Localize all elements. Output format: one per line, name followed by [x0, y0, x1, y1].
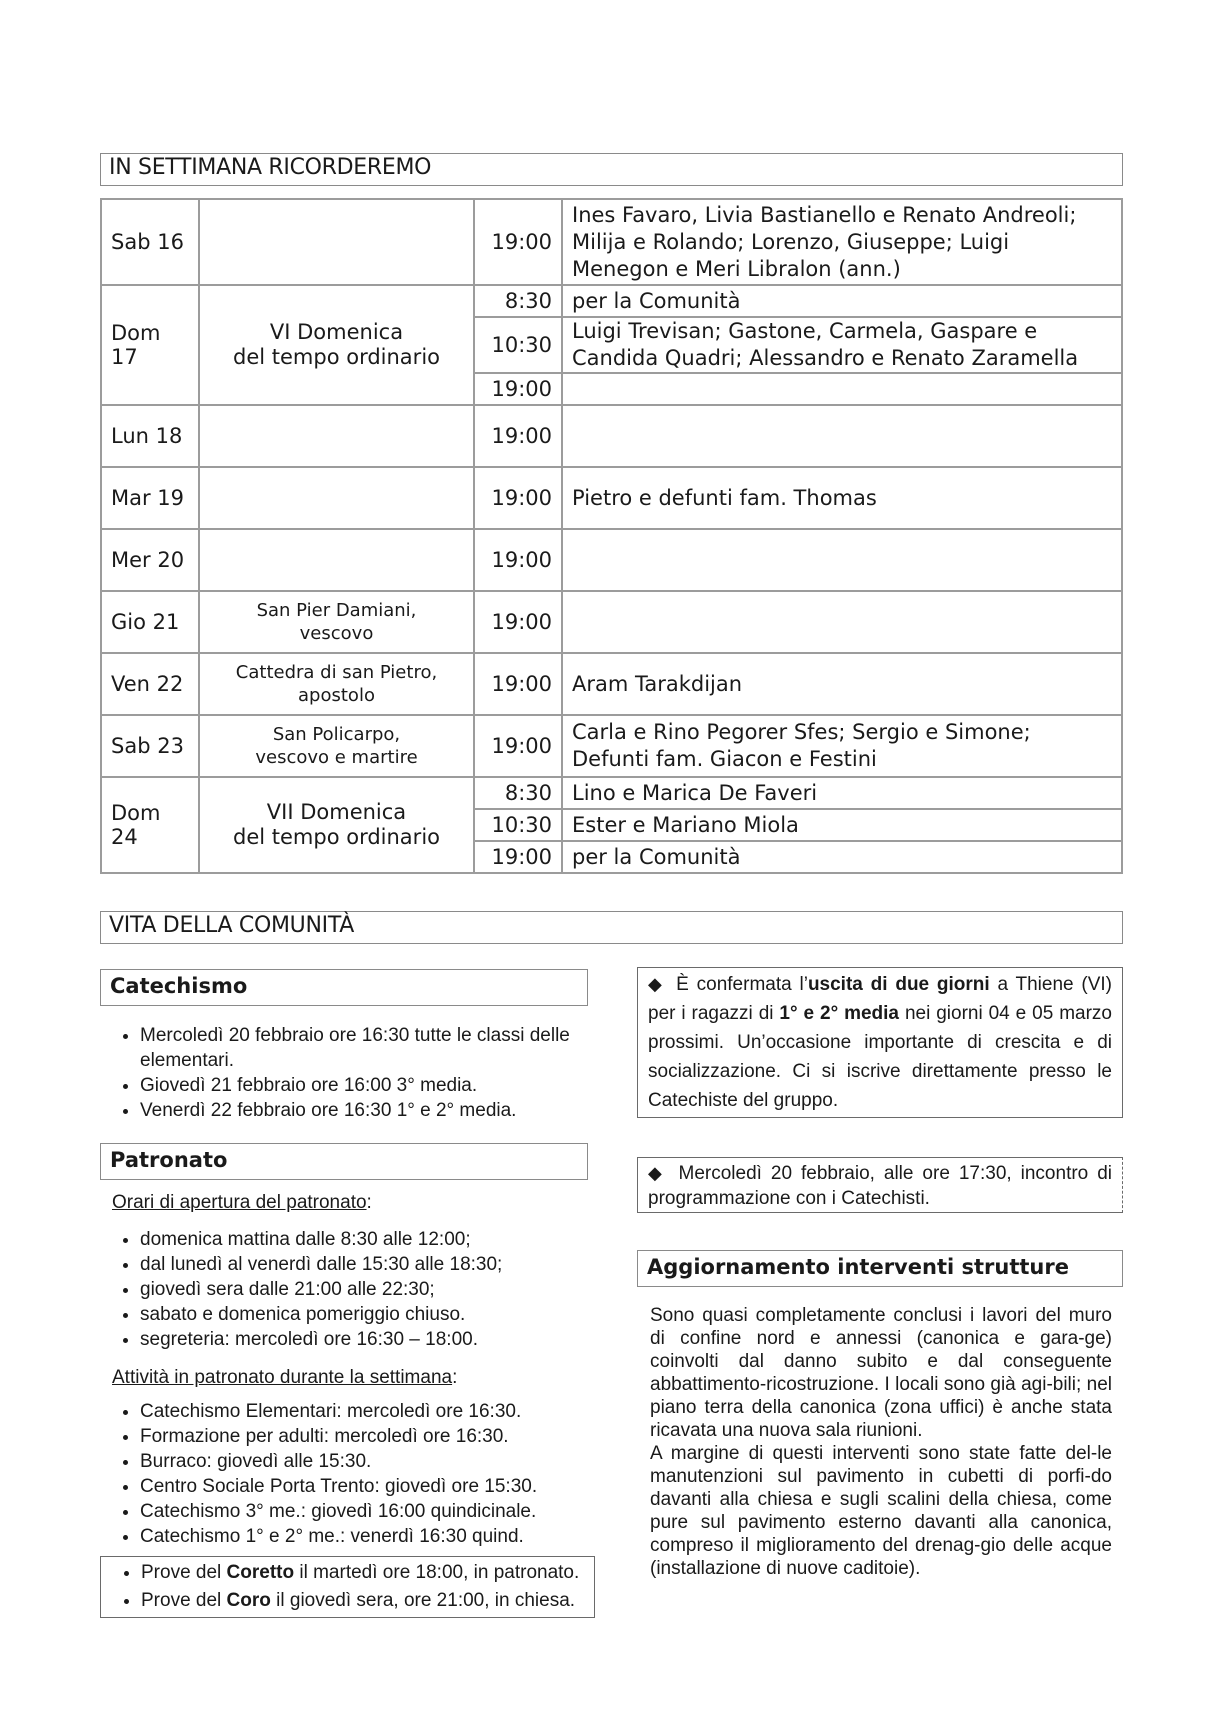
- mass-time-cell: 19:00: [474, 529, 562, 591]
- mass-time-cell: 19:00: [474, 405, 562, 467]
- intentions-cell: Lino e Marica De Faveri: [562, 777, 1122, 809]
- intentions-cell: Pietro e defunti fam. Thomas: [562, 467, 1122, 529]
- day-cell: Dom 24: [101, 777, 199, 873]
- aggiornamento-title: Aggiornamento interventi strutture: [637, 1250, 1123, 1287]
- orari-item: • sabato e domenica pomeriggio chiuso.: [140, 1302, 630, 1327]
- prove-item: [141, 1559, 594, 1587]
- attivita-label-text: Attività in patronato durante la settimana: [112, 1367, 453, 1388]
- mass-time-cell: 19:00: [474, 841, 562, 873]
- orari-item: • giovedì sera dalle 21:00 alle 22:30;: [140, 1277, 630, 1302]
- mass-time-cell: 19:00: [474, 199, 562, 285]
- catechismo-item: • Giovedì 21 febbraio ore 16:00 3° media.: [140, 1073, 618, 1098]
- attivita-label-suffix: :: [452, 1367, 458, 1388]
- uscita-text-1: È confermata l’: [668, 974, 808, 995]
- prove-list: [101, 1559, 594, 1615]
- orari-item: • segreteria: mercoledì ore 16:30 – 18:00.: [140, 1327, 630, 1352]
- feast-cell: San Pier Damiani, vescovo: [199, 591, 474, 653]
- feast-cell: [199, 199, 474, 285]
- schedule-row: [101, 715, 1122, 777]
- day-cell: Lun 18: [101, 405, 199, 467]
- mass-time-cell: 19:00: [474, 373, 562, 405]
- day-cell: Sab 23: [101, 715, 199, 777]
- orari-label-text: Orari di apertura del patronato: [112, 1192, 367, 1213]
- feast-cell: [199, 467, 474, 529]
- prove-item-bold: Coretto: [226, 1562, 295, 1583]
- prove-item-pre: Prove del: [141, 1590, 227, 1611]
- mass-time-cell: 10:30: [474, 317, 562, 373]
- attivita-item: • Formazione per adulti: mercoledì ore 16:30.: [140, 1424, 630, 1449]
- day-cell: Mar 19: [101, 467, 199, 529]
- schedule-row: [101, 529, 1122, 591]
- schedule-row: [101, 653, 1122, 715]
- mass-time-cell: 8:30: [474, 285, 562, 317]
- intentions-cell: Carla e Rino Pegorer Sfes; Sergio e Simone; Defunti fam. Giacon e Festini: [562, 715, 1122, 777]
- attivita-item: • Catechismo 3° me.: giovedì 16:00 quindicinale.: [140, 1499, 630, 1524]
- day-cell: Gio 21: [101, 591, 199, 653]
- schedule-row: [101, 199, 1122, 285]
- feast-cell: VI Domenica del tempo ordinario: [199, 285, 474, 405]
- incontro-text: Mercoledì 20 febbraio, alle ore 17:30, incontro di programmazione con i Catechisti.: [648, 1163, 1112, 1209]
- attivita-item: • Catechismo Elementari: mercoledì ore 16:30.: [140, 1399, 630, 1424]
- section-heading-settimana: IN SETTIMANA RICORDEREMO: [100, 153, 1123, 186]
- intentions-cell: per la Comunità: [562, 841, 1122, 873]
- schedule-table: [100, 198, 1123, 874]
- attivita-item: • Centro Sociale Porta Trento: giovedì ore 15:30.: [140, 1474, 630, 1499]
- incontro-notice: [637, 1157, 1123, 1213]
- feast-cell: San Policarpo, vescovo e martire: [199, 715, 474, 777]
- uscita-text-2: a Thiene (VI) per i ragazzi di: [648, 974, 1113, 1024]
- day-cell: Dom 17: [101, 285, 199, 405]
- mass-time-cell: 19:00: [474, 591, 562, 653]
- mass-time-cell: 19:00: [474, 715, 562, 777]
- aggiornamento-paragraph-2: A margine di questi interventi sono state fatte del-le manutenzioni sul pavimento in cubetti di porfi-do davanti alla chiesa e sugli scalini della chiesa, come pure sul pavimento esterno davanti alla canonica, compreso il miglioramento del drenag-gio delle acque (installazione di nuove caditoie).: [650, 1443, 1112, 1579]
- diamond-icon: ◆: [648, 974, 665, 994]
- day-cell: Sab 16: [101, 199, 199, 285]
- mass-time-cell: 8:30: [474, 777, 562, 809]
- prove-item: [141, 1587, 594, 1615]
- attivita-label: [112, 1365, 457, 1390]
- diamond-icon: ◆: [648, 1163, 666, 1183]
- prove-item-pre: Prove del: [141, 1562, 227, 1583]
- intentions-cell: [562, 591, 1122, 653]
- schedule-row: [101, 591, 1122, 653]
- catechismo-item: • Mercoledì 20 febbraio ore 16:30 tutte le classi delle elementari.: [140, 1023, 618, 1073]
- intentions-cell: [562, 373, 1122, 405]
- catechismo-list: [100, 1023, 618, 1123]
- patronato-title: Patronato: [100, 1143, 588, 1180]
- mass-time-cell: 10:30: [474, 809, 562, 841]
- orari-list: [100, 1227, 630, 1352]
- feast-cell: VII Domenica del tempo ordinario: [199, 777, 474, 873]
- schedule-row: [101, 777, 1122, 809]
- section-heading-vita: VITA DELLA COMUNITÀ: [100, 911, 1123, 944]
- mass-time-cell: 19:00: [474, 467, 562, 529]
- attivita-item: • Catechismo 1° e 2° me.: venerdì 16:30 quind.: [140, 1524, 630, 1549]
- intentions-cell: Ester e Mariano Miola: [562, 809, 1122, 841]
- orari-item: • dal lunedì al venerdì dalle 15:30 alle 18:30;: [140, 1252, 630, 1277]
- prove-box: [100, 1556, 595, 1618]
- day-cell: Ven 22: [101, 653, 199, 715]
- catechismo-title: Catechismo: [100, 969, 588, 1006]
- intentions-cell: Luigi Trevisan; Gastone, Carmela, Gaspare e Candida Quadri; Alessandro e Renato Zaramella: [562, 317, 1122, 373]
- intentions-cell: [562, 405, 1122, 467]
- attivita-item: • Burraco: giovedì alle 15:30.: [140, 1449, 630, 1474]
- intentions-cell: Aram Tarakdijan: [562, 653, 1122, 715]
- uscita-bold-1: uscita di due giorni: [807, 974, 990, 995]
- prove-item-post: il giovedì sera, ore 21:00, in chiesa.: [270, 1590, 576, 1611]
- orari-label: [112, 1190, 372, 1215]
- schedule-row: [101, 405, 1122, 467]
- schedule-row: [101, 285, 1122, 317]
- uscita-bold-2: 1° e 2° media: [779, 1003, 900, 1024]
- feast-cell: [199, 529, 474, 591]
- catechismo-item: • Venerdì 22 febbraio ore 16:30 1° e 2° media.: [140, 1098, 618, 1123]
- prove-item-post: il martedì ore 18:00, in patronato.: [294, 1562, 580, 1583]
- mass-time-cell: 19:00: [474, 653, 562, 715]
- orari-label-suffix: :: [366, 1192, 372, 1213]
- intentions-cell: Ines Favaro, Livia Bastianello e Renato Andreoli; Milija e Rolando; Lorenzo, Giuseppe; Luigi Menegon e Meri Libralon (ann.): [562, 199, 1122, 285]
- attivita-list: [100, 1399, 630, 1549]
- feast-cell: Cattedra di san Pietro, apostolo: [199, 653, 474, 715]
- uscita-text-3: nei giorni 04 e 05 marzo prossimi. Un’occasione importante di crescita e di socializzazione. Ci si iscrive direttamente presso le Catechiste del gruppo.: [648, 1003, 1113, 1111]
- orari-item: • domenica mattina dalle 8:30 alle 12:00;: [140, 1227, 630, 1252]
- intentions-cell: per la Comunità: [562, 285, 1122, 317]
- feast-cell: [199, 405, 474, 467]
- day-cell: Mer 20: [101, 529, 199, 591]
- aggiornamento-paragraph-1: Sono quasi completamente conclusi i lavori del muro di confine nord e annessi (canonica e gara-ge) coinvolti dal danno subito e dal conseguente abbattimento-ricostruzione. I locali sono già agi-bili; nel piano terra della canonica (zona uffici) è anche stata ricavata una nuova sala riunioni.: [650, 1305, 1112, 1441]
- intentions-cell: [562, 529, 1122, 591]
- uscita-notice: [637, 967, 1123, 1118]
- prove-item-bold: Coro: [226, 1590, 271, 1611]
- schedule-row: [101, 467, 1122, 529]
